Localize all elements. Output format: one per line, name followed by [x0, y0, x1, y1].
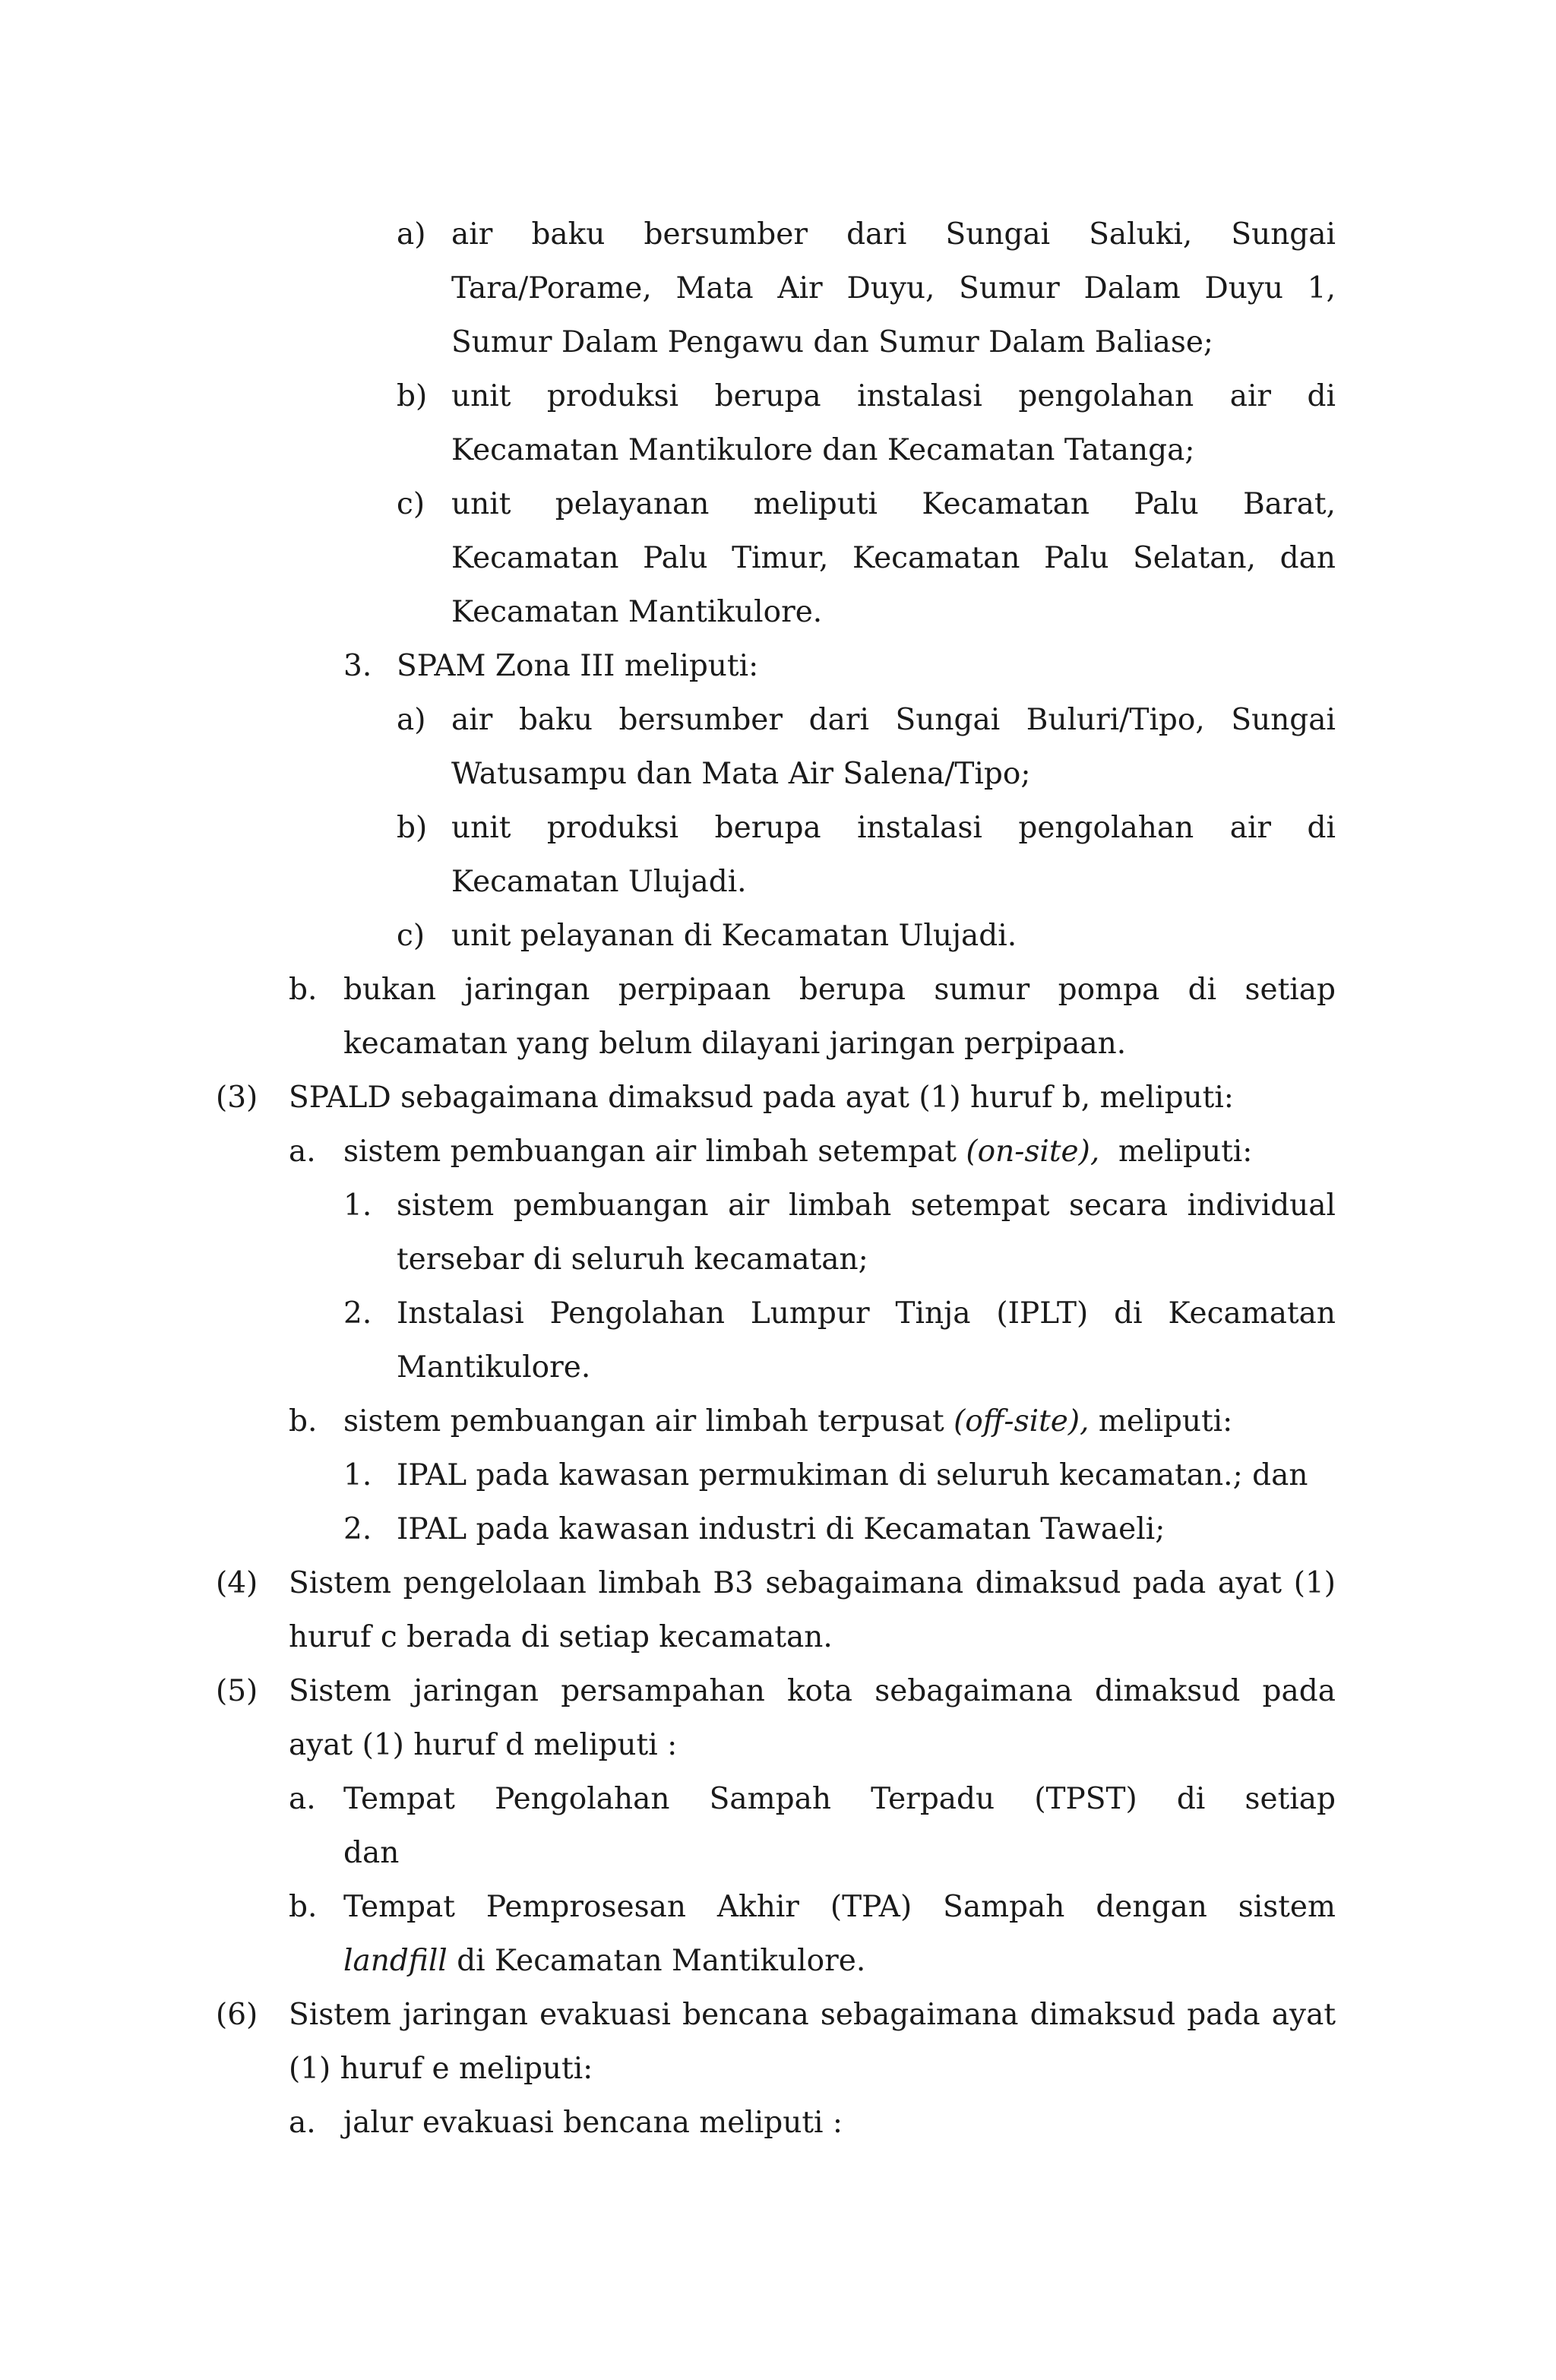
paragraph-text: Sistem pengelolaan limbah B3 sebagaimana dimaksud pada ayat (1): [289, 1566, 1336, 1600]
paragraph-text: huruf c berada di setiap kecamatan.: [289, 1620, 833, 1654]
list-marker: b.: [289, 1404, 318, 1438]
list-item: [0, 478, 1556, 531]
list-marker: 3.: [343, 649, 372, 683]
list-marker: 2.: [343, 1512, 372, 1546]
list-item-text: tersebar di seluruh kecamatan;: [397, 1242, 868, 1277]
list-marker: b.: [289, 973, 318, 1007]
list-item-text: air baku bersumber dari Sungai Saluki, Sungai: [451, 217, 1336, 252]
list-marker: b.: [289, 1890, 318, 1924]
list-item-continuation: [0, 1827, 1556, 1880]
list-item-text: Kecamatan Mantikulore dan Kecamatan Tatanga;: [451, 433, 1195, 467]
paragraph-text: Sistem jaringan persampahan kota sebagaimana dimaksud pada: [289, 1674, 1336, 1708]
list-marker: a.: [289, 1782, 316, 1816]
list-item-text: Tara/Porame, Mata Air Duyu, Sumur Dalam Duyu 1,: [451, 271, 1336, 305]
italic-term: (on-site),: [966, 1135, 1100, 1169]
list-item-text: sistem pembuangan air limbah setempat (on-site), meliputi:: [343, 1135, 1253, 1169]
paragraph-marker: (3): [216, 1081, 258, 1115]
list-marker: a.: [289, 2106, 316, 2140]
list-item-continuation: [0, 748, 1556, 801]
list-item: [0, 1125, 1556, 1179]
list-item-text: Watusampu dan Mata Air Salena/Tipo;: [451, 757, 1031, 791]
list-marker: a): [397, 703, 426, 737]
paragraph-marker: (6): [216, 1998, 258, 2032]
paragraph-item: [0, 1557, 1556, 1610]
list-item-continuation: [0, 316, 1556, 369]
list-marker: 2.: [343, 1296, 372, 1331]
list-item-text: Kecamatan Ulujadi.: [451, 865, 747, 899]
list-item: [0, 370, 1556, 423]
list-item: [0, 964, 1556, 1017]
paragraph-item: [0, 1989, 1556, 2042]
list-item-continuation: [0, 586, 1556, 639]
list-marker: c): [397, 487, 425, 521]
list-item-text: kecamatan yang belum dilayani jaringan perpipaan.: [343, 1027, 1127, 1061]
paragraph-continuation: [0, 1611, 1556, 1664]
list-marker: 1.: [343, 1458, 372, 1492]
list-item-text: Kecamatan Palu Timur, Kecamatan Palu Selatan, dan: [451, 541, 1336, 575]
italic-term: landfill: [343, 1944, 448, 1978]
list-item-text: unit pelayanan meliputi Kecamatan Palu Barat,: [451, 487, 1336, 521]
list-item: [0, 208, 1556, 261]
paragraph-item: [0, 1665, 1556, 1718]
list-item-text: IPAL pada kawasan industri di Kecamatan Tawaeli;: [397, 1512, 1165, 1546]
list-item: [0, 1773, 1556, 1826]
list-item-text: unit pelayanan di Kecamatan Ulujadi.: [451, 919, 1017, 953]
list-item-continuation: [0, 1233, 1556, 1287]
list-item-text: unit produksi berupa instalasi pengolahan air di: [451, 379, 1336, 413]
list-item-text: dan: [343, 1836, 400, 1870]
list-marker: a.: [289, 1135, 316, 1169]
list-item-text: unit produksi berupa instalasi pengolahan air di: [451, 811, 1336, 845]
list-item-continuation: [0, 1018, 1556, 1071]
list-item: [0, 1503, 1556, 1556]
list-item: [0, 640, 1556, 693]
italic-term: (off-site),: [954, 1404, 1090, 1438]
paragraph-item: [0, 1071, 1556, 1125]
list-marker: b): [397, 811, 428, 845]
list-item: [0, 1395, 1556, 1448]
list-item-continuation: [0, 424, 1556, 477]
list-item-text: Kecamatan Mantikulore.: [451, 595, 823, 629]
paragraph-text: ayat (1) huruf d meliputi :: [289, 1728, 678, 1762]
paragraph-text: (1) huruf e meliputi:: [289, 2052, 593, 2086]
list-item-text: sistem pembuangan air limbah terpusat (off-site), meliputi:: [343, 1404, 1233, 1438]
list-marker: b): [397, 379, 428, 413]
list-item-text: air baku bersumber dari Sungai Buluri/Tipo, Sungai: [451, 703, 1336, 737]
list-item-text: Instalasi Pengolahan Lumpur Tinja (IPLT) di Kecamatan: [397, 1296, 1336, 1331]
paragraph-marker: (5): [216, 1674, 258, 1708]
list-item: [0, 2097, 1556, 2150]
list-marker: a): [397, 217, 426, 252]
list-item: [0, 1449, 1556, 1502]
list-item-text: Tempat Pemprosesan Akhir (TPA) Sampah dengan sistem: [343, 1890, 1336, 1924]
list-item-continuation: [0, 1341, 1556, 1394]
list-item-text: Mantikulore.: [397, 1350, 591, 1385]
list-item-continuation: [0, 1935, 1556, 1988]
list-item-text: Tempat Pengolahan Sampah Terpadu (TPST) di setiap: [343, 1782, 1336, 1816]
list-item-text: jalur evakuasi bencana meliputi :: [343, 2106, 843, 2140]
list-item-text: landfill di Kecamatan Mantikulore.: [343, 1944, 866, 1978]
list-marker: 1.: [343, 1188, 372, 1223]
list-marker: c): [397, 919, 425, 953]
list-item: [0, 802, 1556, 855]
list-item-text: Sumur Dalam Pengawu dan Sumur Dalam Baliase;: [451, 325, 1214, 359]
list-item-text: bukan jaringan perpipaan berupa sumur pompa di setiap: [343, 973, 1336, 1007]
list-item-continuation: [0, 856, 1556, 909]
paragraph-marker: (4): [216, 1566, 258, 1600]
paragraph-text: SPALD sebagaimana dimaksud pada ayat (1) huruf b, meliputi:: [289, 1081, 1234, 1115]
paragraph-continuation: [0, 2043, 1556, 2096]
list-item-text: SPAM Zona III meliputi:: [397, 649, 759, 683]
list-item-continuation: [0, 532, 1556, 585]
list-item-text: IPAL pada kawasan permukiman di seluruh kecamatan.; dan: [397, 1458, 1308, 1492]
paragraph-continuation: [0, 1719, 1556, 1772]
list-item: [0, 910, 1556, 963]
list-item-text: sistem pembuangan air limbah setempat secara individual: [397, 1188, 1336, 1223]
list-item: [0, 694, 1556, 747]
list-item-continuation: [0, 262, 1556, 315]
paragraph-text: Sistem jaringan evakuasi bencana sebagaimana dimaksud pada ayat: [289, 1998, 1336, 2032]
list-item: [0, 1287, 1556, 1340]
list-item: [0, 1179, 1556, 1233]
list-item: [0, 1881, 1556, 1934]
